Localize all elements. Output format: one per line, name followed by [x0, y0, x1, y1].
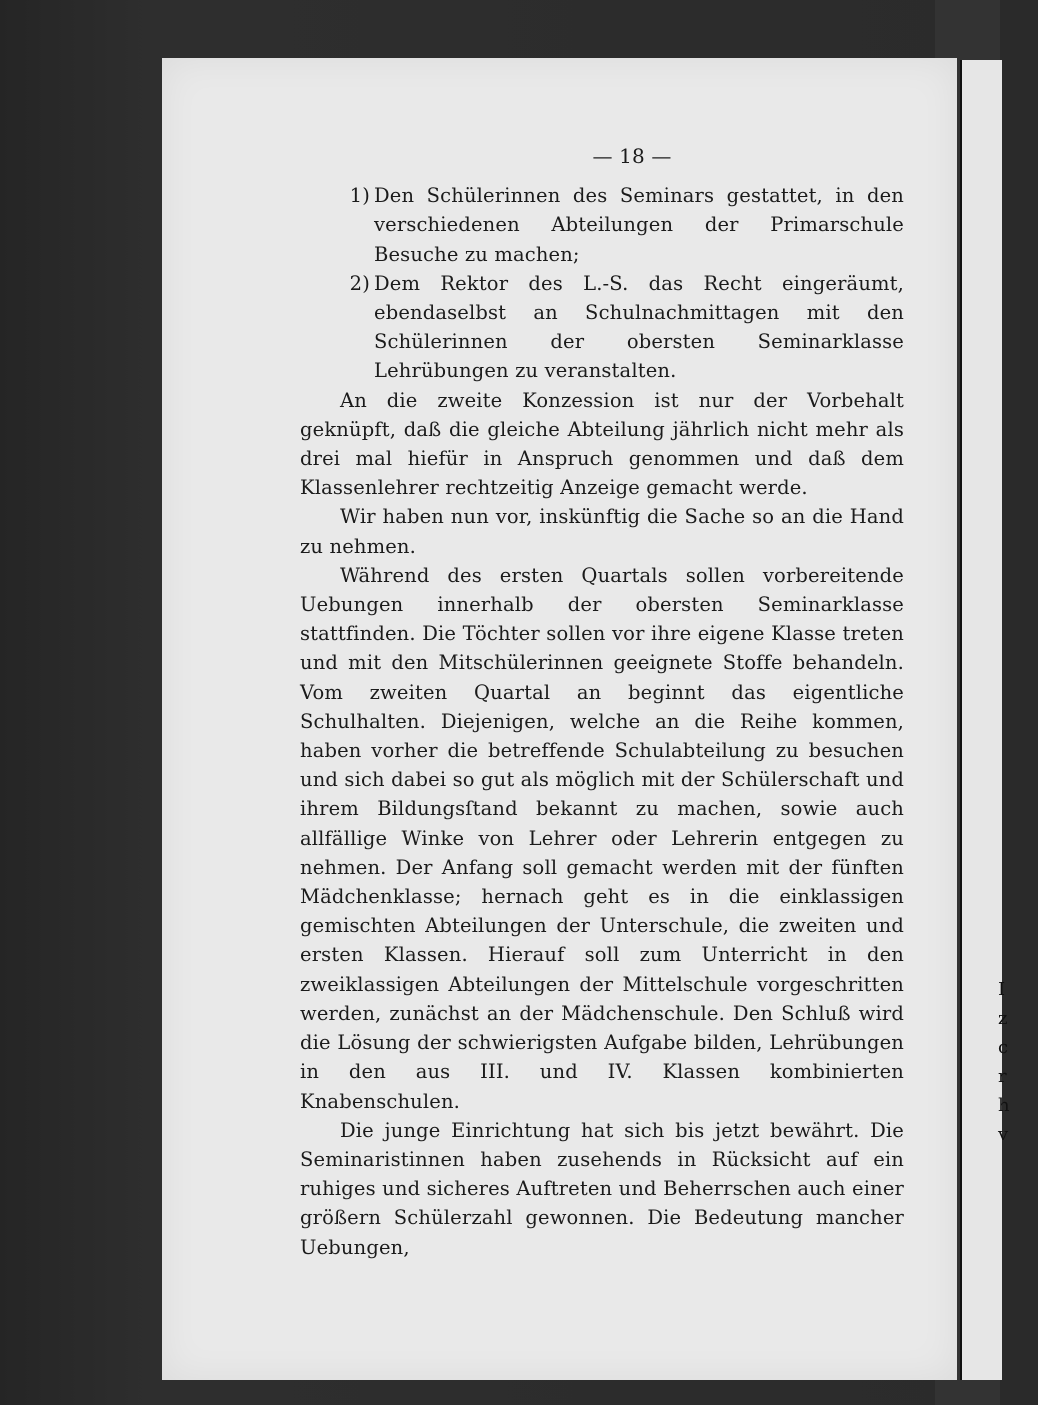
adjacent-page-edge — [960, 60, 1010, 1380]
paragraph: Wir haben nun vor, inskünftig die Sache so an die Hand zu nehmen. — [300, 505, 904, 558]
list-item-text: Den Schülerinnen des Seminars gestattet, in den verschiedenen Abteilungen der Primarschule Besuche zu machen; — [374, 184, 904, 266]
page-text — [300, 142, 904, 1262]
book-page — [162, 58, 957, 1380]
paragraph: Die junge Einrichtung hat sich bis jetzt bewährt. Die Seminaristinnen haben zusehends in Rücksicht auf ein ruhiges und sicheres Auftreten und Beherrschen auch einer größern Schülerzahl gewonnen. Die Bedeutung mancher Uebungen, — [300, 1118, 904, 1259]
page-number: — 18 — — [592, 144, 672, 168]
paragraph: Während des ersten Quartals sollen vorbereitende Uebungen innerhalb der obersten Seminarklasse stattfinden. Die Töchter sollen vor ihre eigene Klasse treten und mit den Mitschülerinnen geeignete Stoffe behandeln. Vom zweiten Quartal an beginnt das eigentliche Schulhalten. Diejenigen, welche an die Reihe kommen, haben vorher die betreffende Schulabteilung zu besuchen und sich dabei so gut als möglich mit der Schülerschaft und ihrem Bildungsſtand bekannt zu machen, sowie auch allfällige Winke von Lehrer oder Lehrerin entgegen zu nehmen. Der Anfang soll gemacht werden mit der fünften Mädchenklasse; hernach geht es in die einklassigen gemischten Abteilungen der Unterschule, die zweiten und ersten Klassen. Hierauf soll zum Unterricht in den zweiklassigen Abteilungen der Mittelschule vorgeschritten werden, zunächst an der Mädchenschule. Den Schluß wird die Lösung der schwierigsten Aufgabe bilden, Lehrübungen in den aus III. und IV. Klassen kombinierten Knabenschulen. — [300, 563, 904, 1113]
list-item-text: Dem Rektor des L.-S. das Recht eingeräumt, ebendaselbst an Schulnachmittagen mit den Schülerinnen der obersten Seminarklasse Lehrübungen zu veranstalten. — [374, 271, 904, 383]
paragraph: An die zweite Konzession ist nur der Vorbehalt geknüpft, daß die gleiche Abteilung jährlich nicht mehr als drei mal hiefür in Anspruch genommen und daß dem Klassenlehrer rechtzeitig Anzeige gemacht werde. — [300, 388, 904, 500]
list-item — [300, 269, 904, 386]
list-item-number: 1) — [349, 184, 370, 208]
list-item — [300, 181, 904, 269]
adjacent-page-fragment: I z c r h v — [998, 979, 1010, 1145]
list-item-number: 2) — [349, 271, 370, 295]
